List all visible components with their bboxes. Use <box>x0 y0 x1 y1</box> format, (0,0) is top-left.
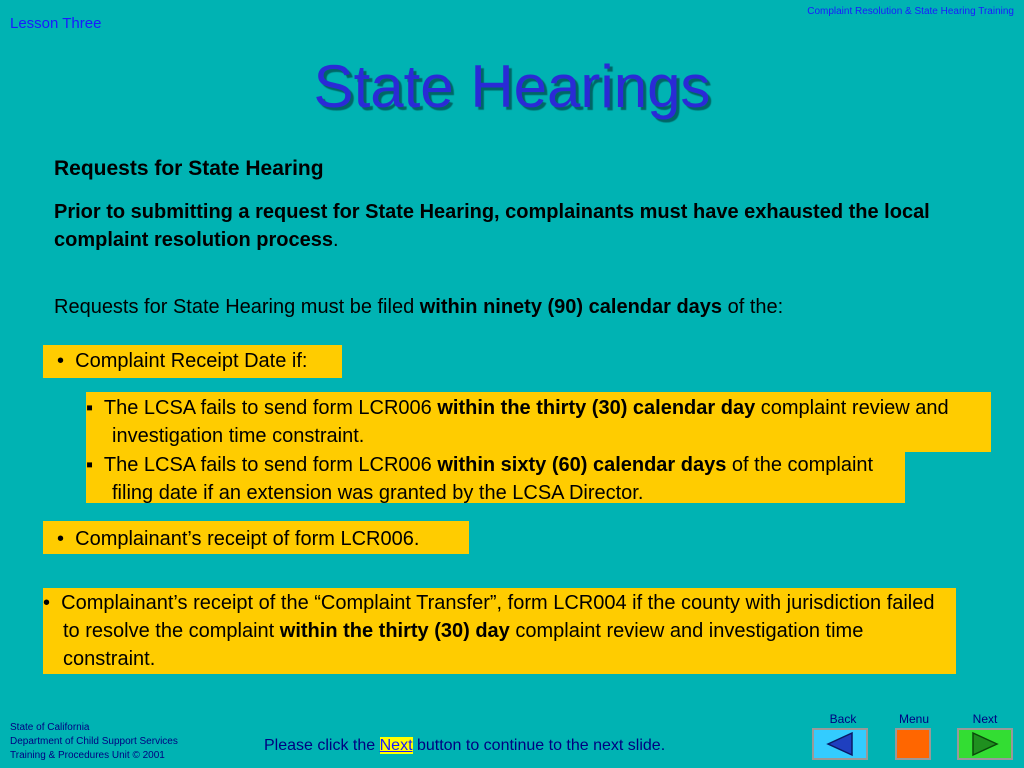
sub-bullet-post: of the complaint filing date if an extension was granted by the LCSA Director. <box>112 454 874 504</box>
back-label: Back <box>829 712 857 726</box>
sub-bullet-pre: The LCSA fails to send form LCR006 <box>103 454 438 476</box>
footer-line: State of California <box>10 722 90 733</box>
bullet-box-receipt-date <box>43 345 342 378</box>
filed-bold: within ninety (90) calendar days <box>419 296 723 318</box>
sub-bullet-box-sixty-day <box>86 451 905 503</box>
sub-bullet-post: complaint review and investigation time constraint. <box>112 397 949 447</box>
bullet-icon: • <box>57 528 65 550</box>
triangle-right-icon <box>959 730 1011 758</box>
sub-bullet-box-thirty-day <box>86 392 991 452</box>
sub-bullet-pre: The LCSA fails to send form LCR006 <box>103 397 438 419</box>
lesson-label: Lesson Three <box>10 15 102 32</box>
filing-deadline-text <box>54 296 783 319</box>
intro-end: . <box>332 229 339 251</box>
page-title: State Hearings <box>313 53 711 120</box>
sub-bullet-icon: ▪ <box>86 397 94 419</box>
footer-line: Department of Child Support Services <box>10 736 178 747</box>
intro-bold: Prior to submitting a request for State Hearing, complainants must have exhausted the local complaint resolution process <box>54 201 930 251</box>
filed-post: of the: <box>722 296 784 318</box>
menu-button[interactable] <box>895 728 931 760</box>
bullet-icon: • <box>43 592 51 614</box>
bullet-text: Complaint Receipt Date if: <box>75 350 308 372</box>
sub-bullet-bold: within sixty (60) calendar days <box>437 454 727 476</box>
instruction-pre: Please click the <box>264 737 380 754</box>
bullet-bold: within the thirty (30) day <box>279 620 510 642</box>
section-heading: Requests for State Hearing <box>54 157 324 180</box>
triangle-left-icon <box>814 730 866 758</box>
bullet-box-lcr006 <box>43 521 469 554</box>
bullet-text: Complainant’s receipt of form LCR006. <box>75 528 420 550</box>
instruction-post: button to continue to the next slide. <box>412 737 666 754</box>
sub-bullet-icon: ▪ <box>86 454 94 476</box>
bullet-box-complaint-transfer <box>43 588 956 674</box>
next-label: Next <box>972 712 998 726</box>
bullet-post: complaint review and investigation time constraint. <box>63 620 864 670</box>
filed-pre: Requests for State Hearing must be filed <box>54 296 420 318</box>
next-link[interactable]: Next <box>379 737 413 754</box>
sub-bullet-bold: within the thirty (30) calendar day <box>437 397 756 419</box>
menu-label: Menu <box>898 712 930 726</box>
navigation-instruction <box>264 737 665 755</box>
bullet-pre: Complainant’s receipt of the “Complaint Transfer”, form LCR004 if the county with jurisdiction failed to resolve the complaint <box>61 592 935 642</box>
organization-footer <box>10 721 178 763</box>
footer-line: Training & Procedures Unit © 2001 <box>10 750 165 761</box>
intro-paragraph <box>54 198 974 254</box>
course-title: Complaint Resolution & State Hearing Training <box>807 6 1014 17</box>
back-button[interactable] <box>812 728 868 760</box>
next-button[interactable] <box>957 728 1013 760</box>
bullet-icon: • <box>57 350 65 372</box>
